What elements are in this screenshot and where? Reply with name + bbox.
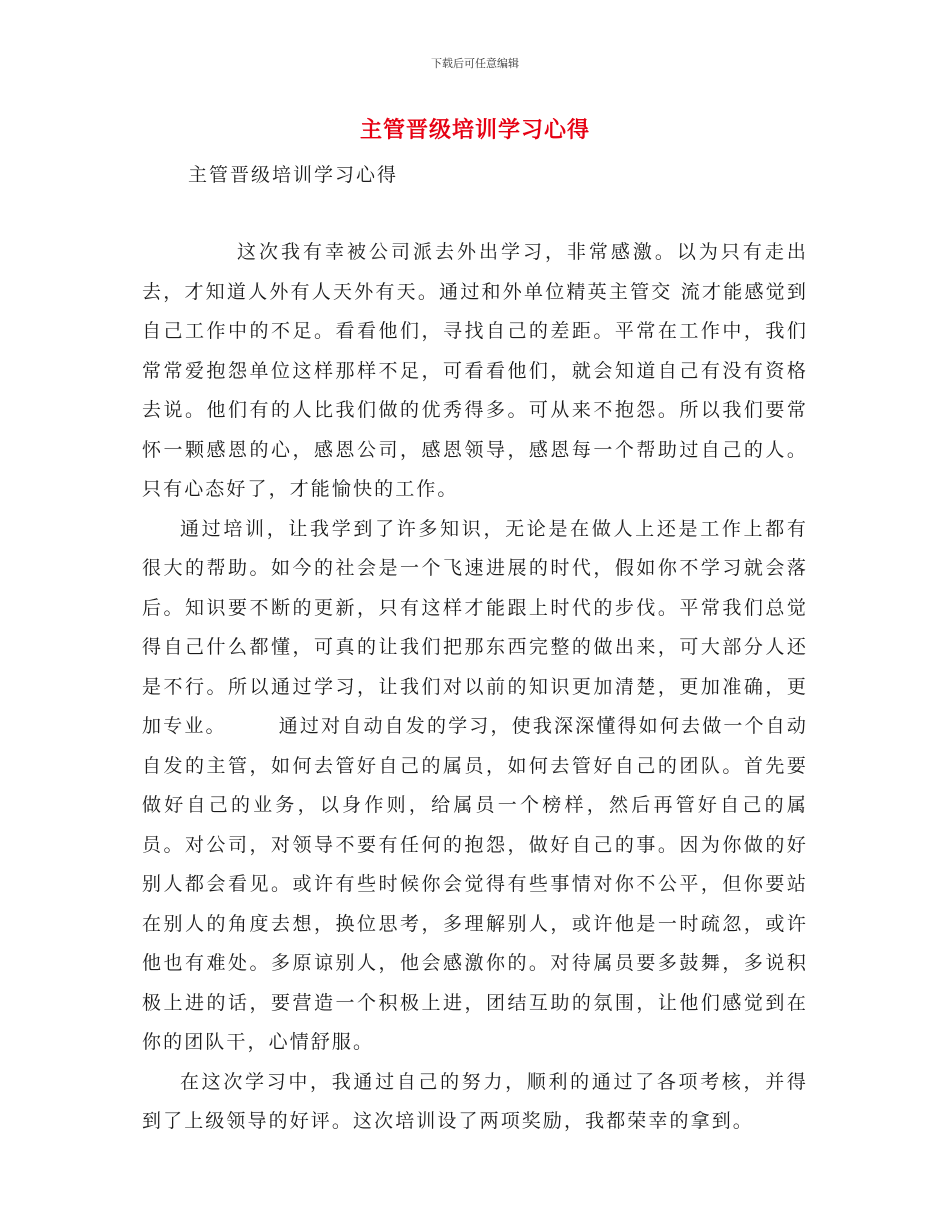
header-note: 下载后可任意编辑 — [431, 57, 519, 70]
paragraph-2-text: 通过培训，让我学到了许多知识，无论是在做人上还是工作上都有很大的帮助。如今的社会是一个飞速进展的时代，假如你不学习就会落后。知识要不断的更新，只有这样才能跟上时代的步伐。平常我们总觉得自己什么都懂，可真的让我们把那东西完整的做出来，可大部分人还是不行。所以通过学习，让我们对以前的知识更加清楚，更加准确，更加专业。 — [142, 517, 808, 737]
paragraph-3-text: 通过对自动自发的学习，使我深深懂得如何去做一个自动自发的主管，如何去管好自己的属员，如何去管好自己的团队。首先要做好自己的业务，以身作则，给属员一个榜样，然后再管好自己的属员。对公司，对领导不要有任何的抱怨，做好自己的事。因为你做的好别人都会看见。或许有些时候你会觉得有些事情对你不公平，但你要站在别人的角度去想，换位思考，多理解别人，或许他是一时疏忽，或许他也有难处。多原谅别人，他会感激你的。对待属员要多鼓舞，多说积极上进的话，要营造一个积极上进，团结互助的氛围，让他们感觉到在你的团队干，心情舒服。 — [142, 715, 808, 1053]
document-subtitle: 主管晋级培训学习心得 — [188, 164, 399, 186]
paragraph-1: 这次我有幸被公司派去外出学习，非常感激。以为只有走出去，才知道人外有人天外有天。通过和外单位精英主管交 流才能感觉到自己工作中的不足。看看他们，寻找自己的差距。平常在工作中，我们常常爱抱怨单位这样那样不足，可看看他们，就会知道自己有没有资格去说。他们有的人比我们做的优秀得多。可从来不抱怨。所以我们要常怀一颗感恩的心，感恩公司，感恩领导，感恩每一个帮助过自己的人。只有心态好了，才能愉快的工作。 — [142, 241, 808, 500]
document-body — [142, 233, 808, 1142]
paragraph-4: 在这次学习中，我通过自己的努力，顺利的通过了各项考核，并得到了上级领导的好评。这次培训设了两项奖励，我都荣幸的拿到。 — [142, 1070, 808, 1132]
document-title: 主管晋级培训学习心得 — [359, 118, 590, 143]
paragraph-2 — [142, 510, 808, 1063]
